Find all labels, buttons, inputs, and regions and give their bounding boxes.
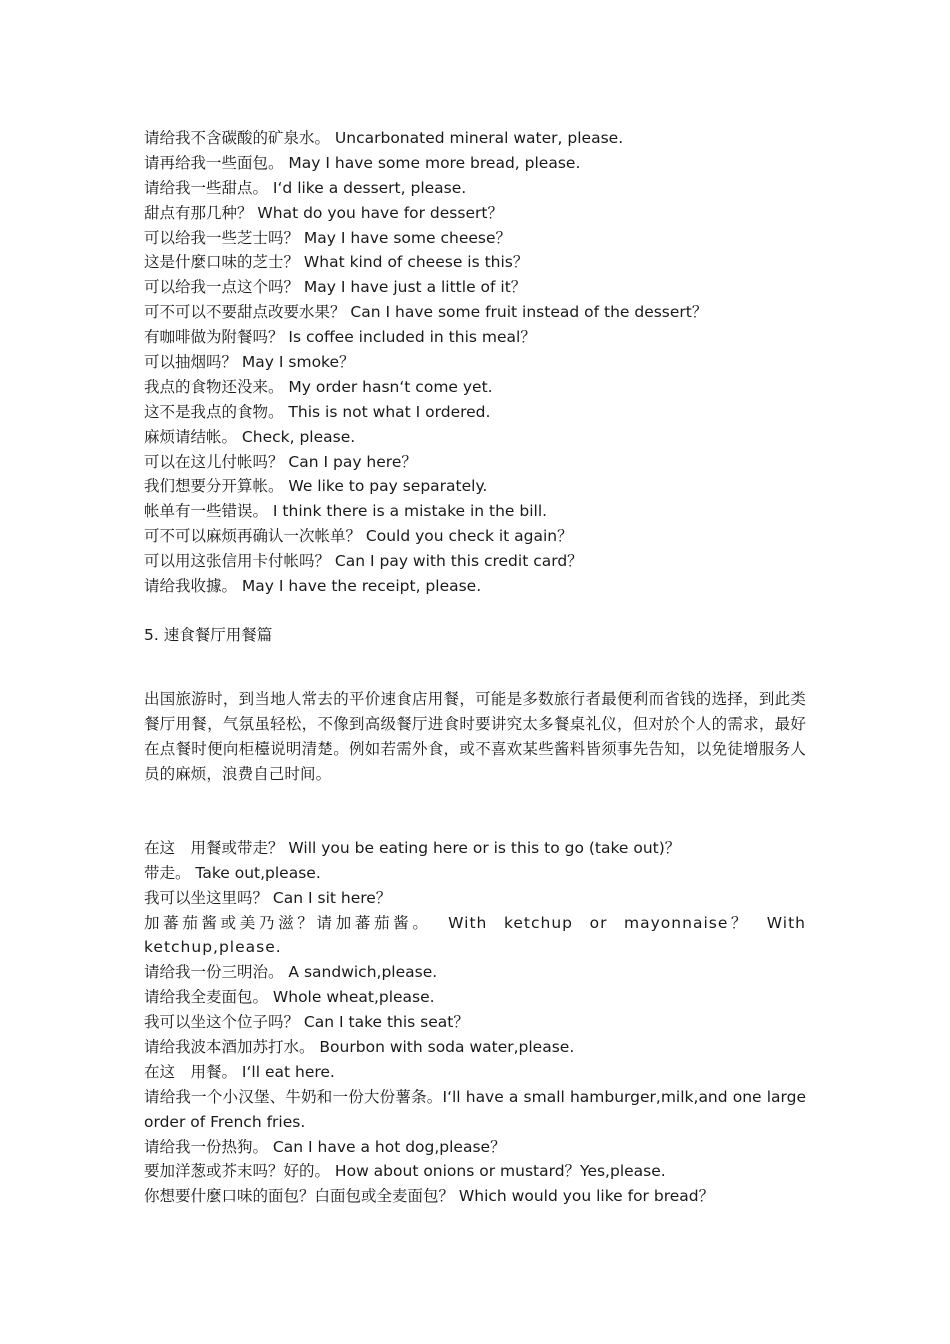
phrase-line: 请给我不含碳酸的矿泉水。 Uncarbonated mineral water, please.: [144, 129, 624, 147]
phrase-line: 可以给我一点这个吗？ May I have just a little of it？: [144, 278, 527, 297]
phrase-line: 可不可以麻烦再确认一次帐单？ Could you check it again？: [144, 527, 573, 546]
phrase-line: 你想要什麼口味的面包？白面包或全麦面包？ Which would you like for bread？: [144, 1187, 715, 1206]
phrase-line: 我可以坐这个位子吗？ Can I take this seat？: [144, 1013, 469, 1032]
phrase-line: 请给我收據。 May I have the receipt, please.: [144, 577, 482, 596]
phrase-line: 我可以坐这里吗？ Can I sit here？: [144, 888, 392, 907]
phrase-line: 可以用这张信用卡付帐吗？ Can I pay with this credit card？: [144, 552, 583, 571]
phrase-line: 请给我一份三明治。 A sandwich,please.: [144, 963, 438, 982]
phrase-line: 可以在这儿付帐吗？ Can I pay here？: [144, 452, 417, 471]
phrase-line: 有咖啡做为附餐吗？ Is coffee included in this meal？: [144, 328, 536, 347]
phrase-line: 麻烦请结帐。 Check, please.: [144, 427, 356, 446]
phrase-line: 带走。 Take out,please.: [144, 863, 321, 882]
phrase-line: 可以抽烟吗？ May I smoke？: [144, 353, 355, 372]
phrase-line: 这不是我点的食物。 This is not what I ordered.: [144, 402, 491, 421]
phrase-line: 请给我一个小汉堡、牛奶和一份大份薯条。I‘ll have a small hamburger,milk,and one large order of French fries.: [144, 1087, 806, 1131]
phrase-line: 加蕃茄酱或美乃滋？请加蕃茄酱。 With ketchup or mayonnaise？ With ketchup,please.: [144, 913, 806, 957]
phrase-line: 要加洋葱或芥末吗？好的。 How about onions or mustard？Yes,please.: [144, 1162, 666, 1181]
phrase-line: 请给我波本酒加苏打水。 Bourbon with soda water,please.: [144, 1037, 575, 1056]
phrase-line: 可不可以不要甜点改要水果？ Can I have some fruit instead of the dessert？: [144, 303, 708, 322]
phrase-list-fast-food: [144, 836, 806, 1209]
phrase-line: 请给我一些甜点。 I‘d like a dessert, please.: [144, 178, 467, 197]
phrase-line: 请给我一份热狗。 Can I have a hot dog,please？: [144, 1137, 506, 1156]
intro-paragraph: 出国旅游时，到当地人常去的平价速食店用餐，可能是多数旅行者最便利而省钱的选择，到此类餐厅用餐，气氛虽轻松，不像到高级餐厅进食时要讲究太多餐桌礼仪，但对於个人的需求，最好在点餐时便向柜檯说明清楚。例如若需外食，或不喜欢某些酱料皆须事先告知，以免徒增服务人员的麻烦，浪费自己时间。: [144, 689, 806, 783]
section-heading: 5. 速食餐厅用餐篇: [144, 625, 273, 644]
phrase-line: 在这 用餐。 I‘ll eat here.: [144, 1062, 335, 1081]
phrase-line: 这是什麼口味的芝士？ What kind of cheese is this？: [144, 253, 529, 272]
phrase-line: 在这 用餐或带走？ Will you be eating here or is this to go (take out)？: [144, 838, 681, 857]
phrase-line: 甜点有那几种？ What do you have for dessert？: [144, 203, 503, 222]
phrase-line: 请再给我一些面包。 May I have some more bread, please.: [144, 153, 581, 172]
phrase-line: 帐单有一些错误。 I think there is a mistake in the bill.: [144, 502, 548, 521]
phrase-line: 可以给我一些芝士吗？ May I have some cheese？: [144, 228, 512, 247]
phrase-line: 请给我全麦面包。 Whole wheat,please.: [144, 988, 435, 1007]
phrase-line: 我点的食物还没来。 My order hasn‘t come yet.: [144, 377, 493, 396]
phrase-line: 我们想要分开算帐。 We like to pay separately.: [144, 477, 488, 496]
document-page: [144, 126, 806, 1209]
phrase-list-restaurant: [144, 126, 806, 599]
